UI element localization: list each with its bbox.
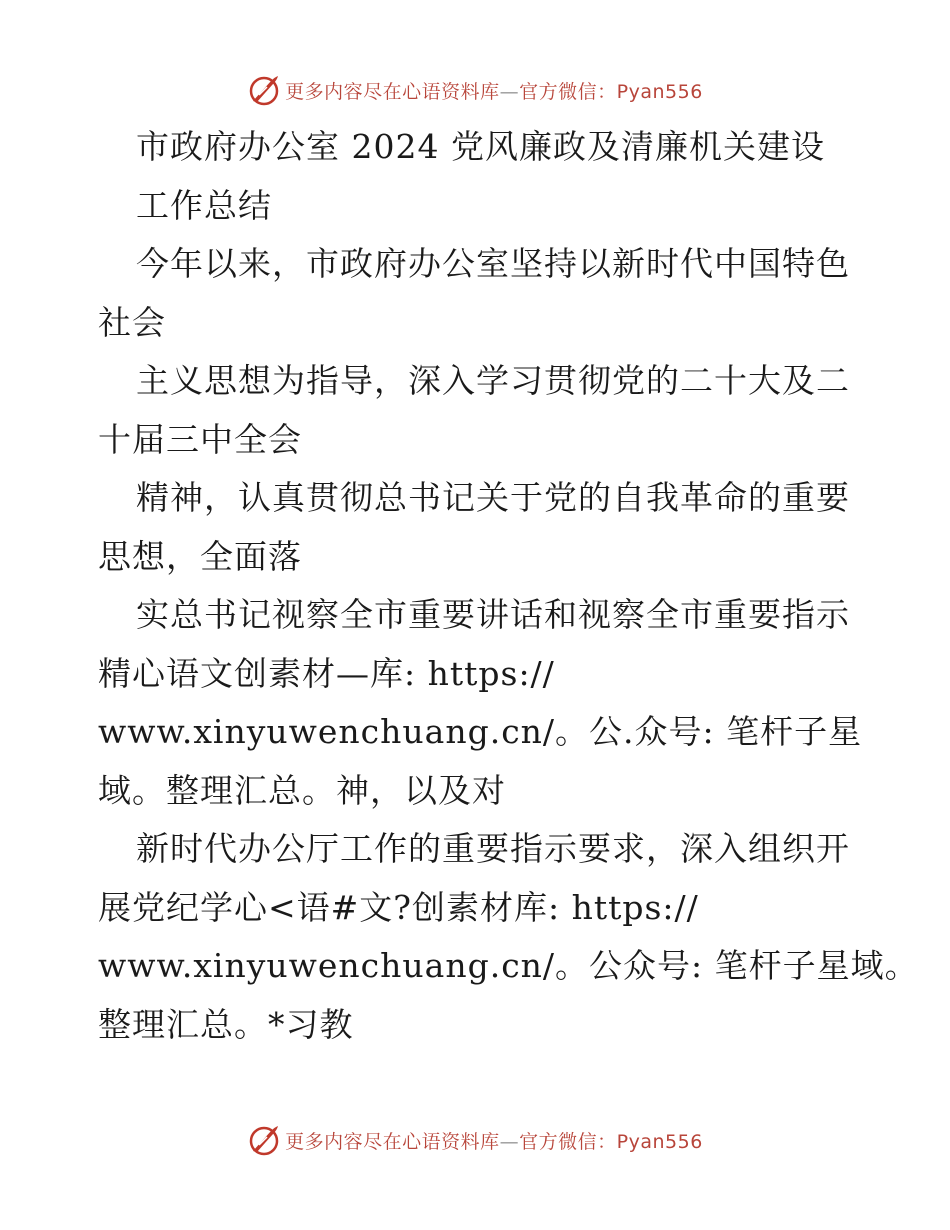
footer-watermark-contact: 官方微信：Pyan556: [519, 1130, 703, 1153]
paragraph-line: 思想，全面落: [98, 536, 302, 576]
paragraph-line: www.xinyuwenchuang.cn/。公众号: 笔杆子星域。: [98, 946, 919, 985]
title-line-2: 工作总结: [136, 185, 272, 225]
footer-watermark-banner: [0, 1120, 950, 1160]
paragraph-line: 域。整理汇总。神，以及对: [98, 770, 506, 810]
quill-pen-logo-icon: [247, 73, 281, 107]
header-watermark-text: [285, 77, 703, 104]
paragraph-line: 实总书记视察全市重要讲话和视察全市重要指示: [136, 595, 850, 634]
paragraph-line: 主义思想为指导，深入学习贯彻党的二十大及二: [136, 361, 850, 400]
paragraph-line: 整理汇总。*习教: [98, 1004, 354, 1044]
paragraph-line: 精神，认真贯彻总书记关于党的自我革命的重要: [136, 478, 850, 517]
quill-pen-logo-icon: [247, 1123, 281, 1157]
document-body: [98, 118, 919, 1054]
paragraph-line: 社会: [98, 302, 166, 342]
header-watermark-banner: [0, 70, 950, 110]
header-watermark-contact: 官方微信：Pyan556: [519, 80, 703, 103]
title-line-1: 市政府办公室 2024 党风廉政及清廉机关建设: [136, 127, 825, 166]
paragraph-line: www.xinyuwenchuang.cn/。公.众号: 笔杆子星: [98, 712, 863, 751]
footer-watermark-separator: —: [499, 1130, 520, 1153]
footer-watermark-text: [285, 1127, 703, 1154]
header-watermark-separator: —: [499, 80, 520, 103]
paragraph-line: 新时代办公厅工作的重要指示要求，深入组织开: [136, 829, 850, 868]
paragraph-line: 展党纪学心<语#文?创素材库: https://: [98, 887, 699, 927]
paragraph-line: 今年以来，市政府办公室坚持以新时代中国特色: [136, 244, 850, 283]
footer-watermark-label: 更多内容尽在心语资料库: [285, 1130, 500, 1153]
paragraph-line: 精心语文创素材—库: https://: [98, 653, 555, 693]
paragraph-line: 十届三中全会: [98, 419, 302, 459]
header-watermark-label: 更多内容尽在心语资料库: [285, 80, 500, 103]
